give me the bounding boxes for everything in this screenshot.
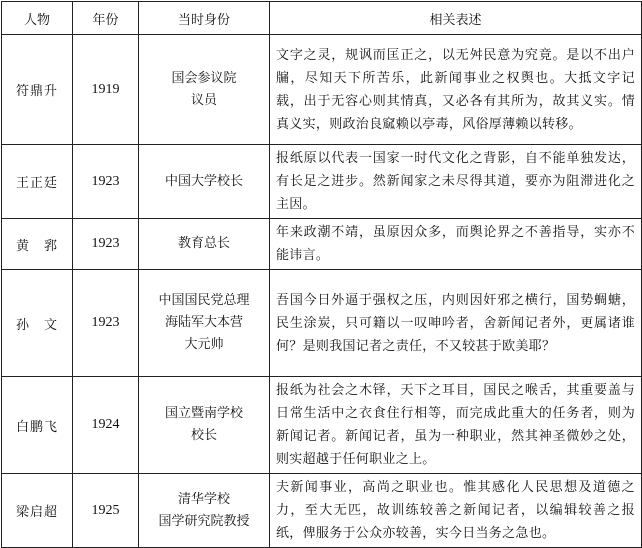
table-header-row — [2, 2, 642, 35]
identity-cell — [139, 35, 270, 145]
statement-cell: 吾国今日外逼于强权之压，内则因奸邪之横行，国势蜩螗，民生涂炭，只可籍以一叹呻吟者，舍新闻记者外，更属诸谁何？是则我国记者之责任，不又较甚于欧美耶？ — [270, 270, 642, 377]
person-cell: 黄 郛 — [2, 219, 73, 270]
table-row — [2, 270, 642, 377]
person-cell: 梁启超 — [2, 474, 73, 548]
header-identity: 当时身份 — [139, 2, 270, 35]
identity-cell — [139, 270, 270, 377]
identity-line: 中国国民党总理 — [158, 293, 250, 308]
table-row — [2, 35, 642, 145]
identity-line: 大元帅 — [184, 337, 224, 352]
person-cell: 白鹏飞 — [2, 377, 73, 474]
person-cell: 符鼎升 — [2, 35, 73, 145]
year-cell: 1919 — [73, 35, 139, 145]
table-row — [2, 377, 642, 474]
person-cell: 王正廷 — [2, 145, 73, 219]
identity-line: 国学研究院教授 — [158, 513, 250, 529]
year-cell: 1923 — [73, 219, 139, 270]
identity-cell — [139, 219, 270, 270]
identity-line: 议员 — [190, 92, 217, 108]
identity-line: 国会参议院 — [171, 70, 237, 86]
statement-cell: 年来政潮不靖，虽原因众多，而舆论界之不善指导，实亦不能讳言。 — [270, 219, 642, 270]
identity-line: 中国大学校长 — [164, 173, 243, 189]
identity-cell — [139, 474, 270, 548]
header-year: 年份 — [73, 2, 139, 35]
header-person: 人物 — [2, 2, 73, 35]
person-cell: 孙 文 — [2, 270, 73, 377]
statement-cell: 夫新闻事业，高尚之职业也。惟其感化人民思想及道德之力，至大无匹，故训练较善之新闻记者，以编辑较善之报纸，俾服务于公众亦较善，实今日当务之急也。 — [270, 474, 642, 548]
year-cell: 1924 — [73, 377, 139, 474]
statement-cell: 报纸为社会之木铎，天下之耳目，国民之喉舌，其重要盖与日常生活中之衣食住行相等，而完成此重大的任务者，则为新闻记者。新闻记者，虽为一种职业，然其神圣微妙之处，则实超越于任何职业之上。 — [270, 377, 642, 474]
identity-line: 国立暨南学校 — [164, 406, 243, 421]
header-statement: 相关表述 — [270, 2, 642, 35]
identity-line: 海陆军大本营 — [164, 315, 243, 330]
year-cell: 1923 — [73, 145, 139, 219]
year-cell: 1925 — [73, 474, 139, 548]
table-row — [2, 145, 642, 219]
table-row — [2, 474, 642, 548]
identity-cell — [139, 377, 270, 474]
statements-table — [1, 1, 642, 548]
identity-line: 教育总长 — [177, 236, 230, 251]
identity-line: 清华学校 — [177, 491, 230, 507]
statement-cell: 文字之灵，规讽而匡正之，以无舛民意为究竟。是以不出户牖，尽知天下所苦乐，此新闻事业之权舆也。大抵文字记载，出于无容心则其情真，又必各有其所为，故其义实。情真义实，则政治良窳赖以亭毒，风俗厚薄赖以转移。 — [270, 35, 642, 145]
statement-cell: 报纸原以代表一国家一时代文化之背影，自不能单独发达，有长足之进步。然新闻家之未尽得其道，要亦为阻滞进化之主因。 — [270, 145, 642, 219]
identity-line: 校长 — [190, 428, 217, 443]
identity-cell — [139, 145, 270, 219]
table-row — [2, 219, 642, 270]
year-cell: 1923 — [73, 270, 139, 377]
